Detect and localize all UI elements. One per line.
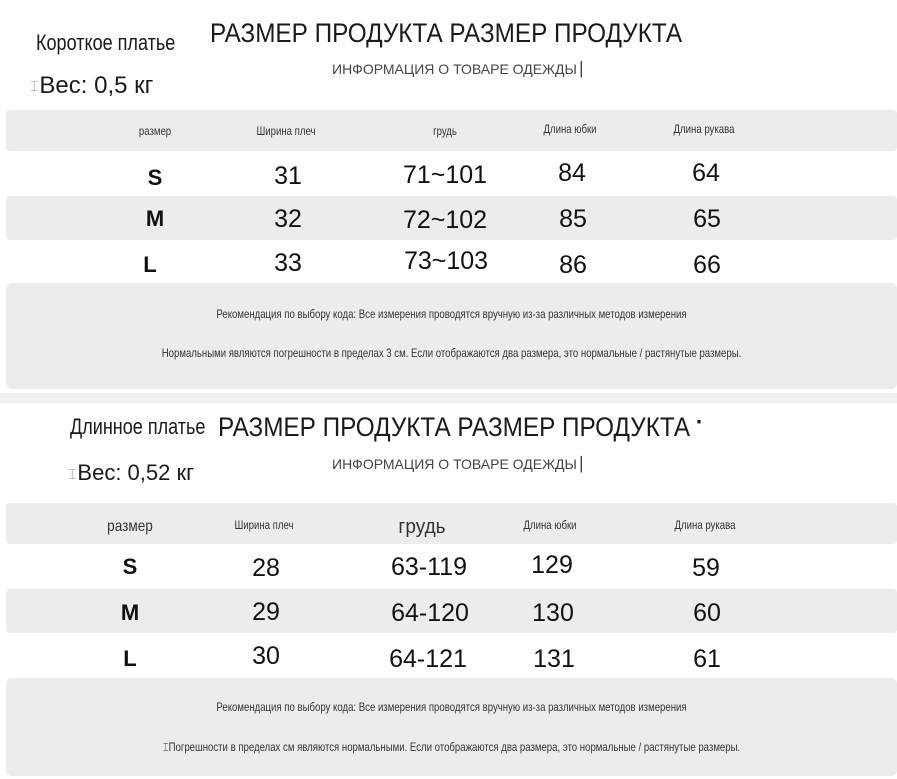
table-cell: 131 — [533, 645, 575, 673]
header-shoulder-width: Ширина плеч — [234, 518, 294, 532]
product-size-title: РАЗМЕР ПРОДУКТА РАЗМЕР ПРОДУКТА — [210, 18, 683, 48]
size-note-line: ⌶Погрешности в пределах см являются нормальными. Если отображаются два размера, это нормальные / растянутые размеры. — [162, 740, 741, 754]
table-cell: 66 — [693, 251, 721, 279]
table-cell: 65 — [693, 205, 721, 233]
header-size: размер — [138, 124, 172, 138]
header-shoulder-width: Ширина плеч — [256, 124, 316, 138]
table-cell: 29 — [252, 598, 280, 626]
size-note-box — [6, 283, 897, 389]
weight-text: Вес: 0,52 кг — [77, 460, 195, 485]
table-cell: S — [122, 554, 138, 579]
table-cell: M — [120, 600, 140, 625]
header-skirt-length: Длина юбки — [523, 518, 577, 532]
table-cell: 129 — [531, 551, 573, 579]
table-cell: 59 — [692, 554, 720, 582]
table-cell: 60 — [693, 599, 721, 627]
table-cell: 71~101 — [402, 161, 488, 189]
header-sleeve-length: Длина рукава — [674, 518, 736, 532]
header-chest: грудь — [433, 124, 457, 138]
table-cell: 32 — [274, 205, 302, 233]
cursor-mark-icon: ⌶ — [68, 465, 77, 482]
table-cell: 31 — [274, 162, 302, 190]
table-cell: 72~102 — [402, 206, 488, 234]
product-size-title: РАЗМЕР ПРОДУКТА РАЗМЕР ПРОДУКТА ▪ — [218, 412, 702, 442]
table-cell: 64 — [692, 159, 720, 187]
size-note-box — [6, 678, 897, 776]
table-cell: 64-120 — [391, 599, 469, 627]
table-cell: 73~103 — [403, 247, 489, 275]
product-info-subtitle: ИНФОРМАЦИЯ О ТОВАРЕ ОДЕЖДЫ ▏ — [332, 61, 592, 77]
header-sleeve-length: Длина рукава — [673, 122, 735, 136]
table-cell: 30 — [252, 642, 280, 670]
table-cell: 33 — [274, 249, 302, 277]
table-cell: 28 — [252, 554, 280, 582]
weight-label — [30, 72, 153, 100]
table-cell: S — [147, 165, 163, 190]
table-cell: 84 — [558, 159, 586, 187]
table-cell: 63-119 — [391, 553, 467, 581]
header-size: размер — [107, 518, 153, 535]
product-info-subtitle: ИНФОРМАЦИЯ О ТОВАРЕ ОДЕЖДЫ ▏ — [332, 456, 592, 472]
table-cell: 86 — [559, 251, 587, 279]
table-cell: 130 — [532, 599, 574, 627]
cursor-mark-icon: ⌶ — [162, 740, 169, 754]
header-chest: грудь — [398, 516, 446, 538]
dress-name: Длинное платье — [70, 414, 206, 439]
table-cell: 64-121 — [389, 645, 467, 673]
cursor-mark-icon: ⌶ — [30, 78, 39, 95]
table-cell: 85 — [559, 205, 587, 233]
long-dress-size-section — [0, 396, 897, 779]
size-note-line: Рекомендация по выбору кода: Все измерения проводятся вручную из-за различных методов измерения — [216, 700, 687, 714]
size-note-line: Нормальными являются погрешности в пределах 3 см. Если отображаются два размера, это нормальные / растянутые размеры. — [161, 346, 742, 360]
size-note-line: Рекомендация по выбору кода: Все измерения проводятся вручную из-за различных методов измерения — [216, 307, 687, 321]
table-cell: L — [143, 252, 157, 277]
dress-name: Короткое платье — [36, 30, 176, 55]
weight-text: Вес: 0,5 кг — [39, 72, 154, 99]
header-skirt-length: Длина юбки — [543, 122, 597, 136]
table-cell: L — [123, 646, 137, 671]
weight-label — [68, 460, 194, 486]
table-cell: M — [145, 206, 165, 231]
table-cell: 61 — [693, 645, 721, 673]
